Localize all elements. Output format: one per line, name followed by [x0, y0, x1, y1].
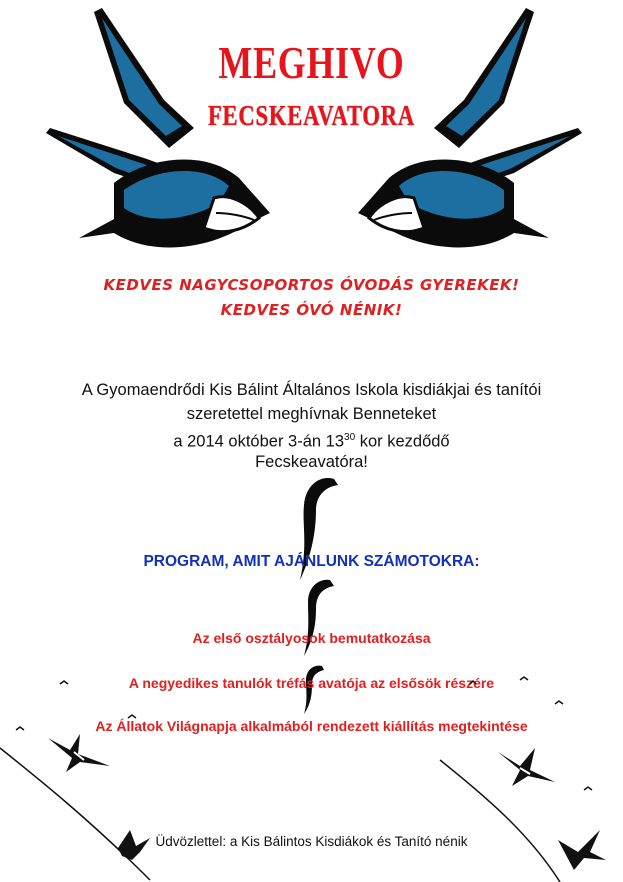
program-item-3: Az Állatok Világnapja alkalmából rendezett kiállítás megtekintése [95, 718, 528, 734]
invitation-line-4: Fecskeavatóra! [255, 453, 368, 471]
program-heading: PROGRAM, AMIT AJÁNLUNK SZÁMOTOKRA: [143, 553, 480, 570]
invitation-line-1: A Gyomaendrődi Kis Bálint Általános Iskola kisdiákjai és tanítói [81, 381, 542, 399]
invitation-subtitle: FECSKEAVATORA [207, 100, 416, 132]
greeting-children: KEDVES NAGYCSOPORTOS ÓVODÁS GYEREKEK! [103, 276, 520, 294]
wire-and-birds-decoration [0, 670, 623, 882]
greeting-teachers: KEDVES ÓVÓ NÉNIK! [220, 301, 403, 319]
invitation-line-3: a 2014 október 3-án $13^{30}$ kor kezdődő [173, 432, 450, 451]
signature-line: Üdvözlettel: a Kis Bálintos Kisdiákok és Tanító nénik [155, 834, 468, 849]
program-item-2: A negyedikes tanulók tréfás avatója az elsősök részére [128, 675, 495, 691]
invitation-title: MEGHIVO [218, 37, 405, 88]
swallow-silhouette-2 [296, 578, 336, 658]
program-item-1: Az első osztályosok bemutatkozása [192, 630, 431, 646]
invitation-line-2: szeretettel meghívnak Benneteket [186, 405, 437, 423]
